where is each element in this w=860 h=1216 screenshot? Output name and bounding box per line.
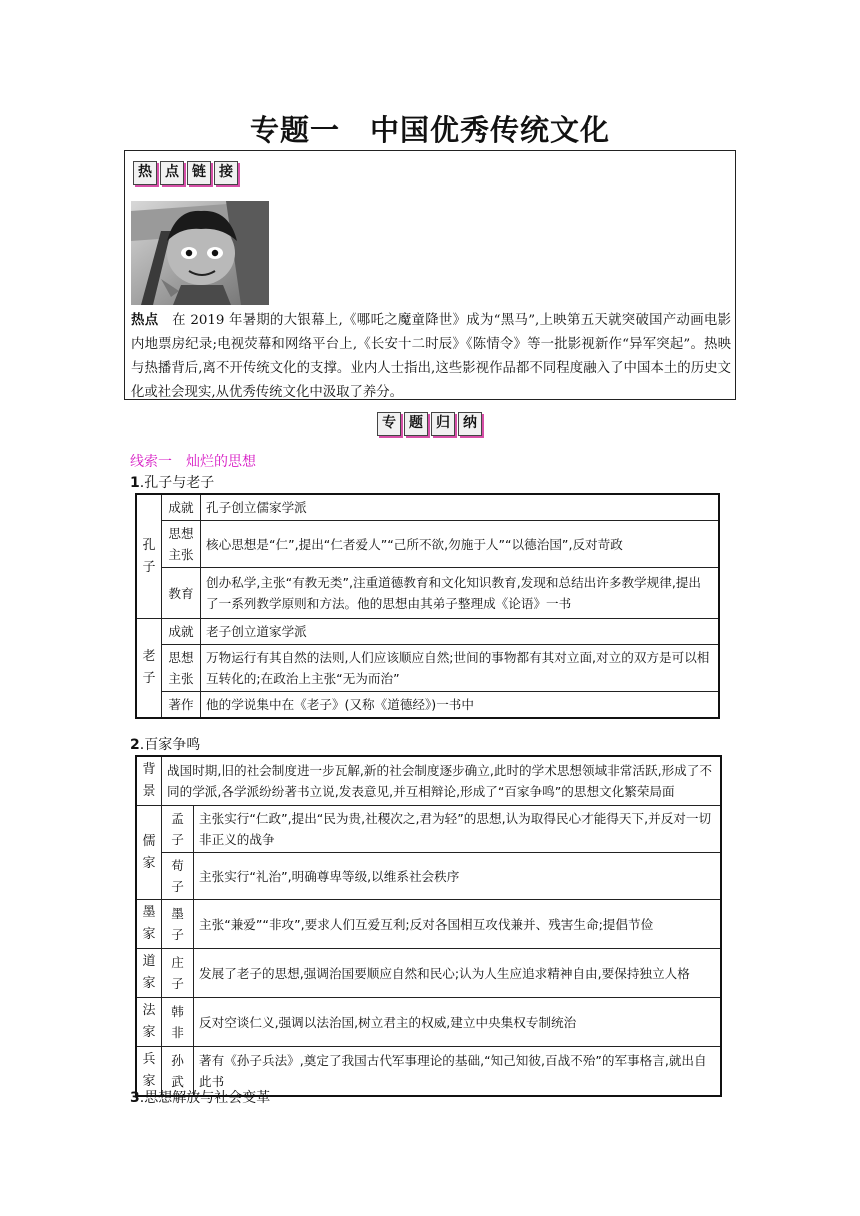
hot-topic-tag <box>133 161 238 185</box>
school-cell: 墨家 <box>136 900 162 949</box>
background-text: 战国时期,旧的社会制度进一步瓦解,新的社会制度逐步确立,此时的学术思想领域非常活跃,形成了不同的学派,各学派纷纷著书立说,发表意见,并互相辩论,形成了“百家争鸣”的思想文化繁荣局面 <box>162 756 722 806</box>
person-cell: 荀子 <box>162 853 194 900</box>
hot-topic-text <box>131 309 731 405</box>
tag-char: 点 <box>160 161 184 185</box>
group-cell: 老子 <box>136 619 162 719</box>
row-key: 思想主张 <box>162 645 201 692</box>
confucius-laozi-table <box>135 493 720 719</box>
row-value: 孔子创立儒家学派 <box>201 494 720 521</box>
table-row <box>136 949 721 998</box>
row-key: 著作 <box>162 692 201 719</box>
person-view: 主张实行“礼治”,明确尊卑等级,以维系社会秩序 <box>194 853 722 900</box>
section-number: 1 <box>130 475 140 491</box>
table-row <box>136 692 719 719</box>
row-key: 成就 <box>162 619 201 645</box>
tag-char: 链 <box>187 161 211 185</box>
group-cell: 孔子 <box>136 494 162 619</box>
school-cell: 儒家 <box>136 806 162 900</box>
movie-still-image <box>131 201 269 305</box>
clue-heading: 线索一 灿烂的思想 <box>130 454 256 470</box>
table-row <box>136 900 721 949</box>
row-value: 创办私学,主张“有教无类”,注重道德教育和文化知识教育,发现和总结出许多教学规律,提出了一系列教学原则和方法。他的思想由其弟子整理成《论语》一书 <box>201 568 720 619</box>
person-view: 主张“兼爱”“非攻”,要求人们互爱互利;反对各国相互攻伐兼并、残害生命;提倡节俭 <box>194 900 722 949</box>
table-row <box>136 568 719 619</box>
person-cell: 孟子 <box>162 806 194 853</box>
tag-char: 专 <box>377 412 401 436</box>
hot-topic-label: 热点 <box>131 313 159 328</box>
section-title: .思想解放与社会变革 <box>139 1090 271 1106</box>
tag-char: 题 <box>404 412 428 436</box>
hot-topic-body: 在 2019 年暑期的大银幕上,《哪吒之魔童降世》成为“黑马”,上映第五天就突破国产动画电影内地票房纪录;电视荧幕和网络平台上,《长安十二时辰》《陈情令》等一批影视新作“异军突起”。热映与热播背后,离不开传统文化的支撑。业内人士指出,这些影视作品都不同程度融入了中国本土的历史文化或社会现实,从优秀传统文化中汲取了养分。 <box>131 313 732 400</box>
person-view: 主张实行“仁政”,提出“民为贵,社稷次之,君为轻”的思想,认为取得民心才能得天下,并反对一切非正义的战争 <box>194 806 722 853</box>
section-title: .百家争鸣 <box>139 737 201 753</box>
tag-char: 纳 <box>458 412 482 436</box>
row-key: 成就 <box>162 494 201 521</box>
person-view: 发展了老子的思想,强调治国要顺应自然和民心;认为人生应追求精神自由,要保持独立人格 <box>194 949 722 998</box>
person-cell: 孙武 <box>162 1047 194 1097</box>
table-row <box>136 619 719 645</box>
table-row <box>136 998 721 1047</box>
table-row <box>136 494 719 521</box>
row-value: 核心思想是“仁”,提出“仁者爱人”“己所不欲,勿施于人”“以德治国”,反对苛政 <box>201 521 720 568</box>
person-view: 著有《孙子兵法》,奠定了我国古代军事理论的基础,“知己知彼,百战不殆”的军事格言,就出自此书 <box>194 1047 722 1097</box>
table-row <box>136 645 719 692</box>
summary-tag <box>377 412 482 436</box>
tag-char: 接 <box>214 161 238 185</box>
section-number: 3 <box>130 1090 140 1106</box>
page-title: 专题一 中国优秀传统文化 <box>249 113 610 147</box>
school-cell: 法家 <box>136 998 162 1047</box>
person-view: 反对空谈仁义,强调以法治国,树立君主的权威,建立中央集权专制统治 <box>194 998 722 1047</box>
table-row <box>136 756 721 806</box>
row-value: 老子创立道家学派 <box>201 619 720 645</box>
school-cell: 道家 <box>136 949 162 998</box>
row-key: 教育 <box>162 568 201 619</box>
tag-char: 归 <box>431 412 455 436</box>
table-row <box>136 853 721 900</box>
section-title: .孔子与老子 <box>139 475 215 491</box>
school-cell: 兵家 <box>136 1047 162 1097</box>
background-label: 背景 <box>136 756 162 806</box>
row-value: 万物运行有其自然的法则,人们应该顺应自然;世间的事物都有其对立面,对立的双方是可以相互转化的;在政治上主张“无为而治” <box>201 645 720 692</box>
section-heading-1 <box>130 472 214 492</box>
row-key: 思想主张 <box>162 521 201 568</box>
table-row <box>136 521 719 568</box>
person-cell: 墨子 <box>162 900 194 949</box>
hot-topic-box <box>124 150 736 400</box>
person-cell: 庄子 <box>162 949 194 998</box>
section-heading-2 <box>130 734 200 754</box>
row-value: 他的学说集中在《老子》(又称《道德经》)一书中 <box>201 692 720 719</box>
table-row <box>136 806 721 853</box>
person-cell: 韩非 <box>162 998 194 1047</box>
hundred-schools-table <box>135 755 722 1097</box>
section-number: 2 <box>130 737 140 753</box>
section-heading-3 <box>130 1087 270 1107</box>
tag-char: 热 <box>133 161 157 185</box>
